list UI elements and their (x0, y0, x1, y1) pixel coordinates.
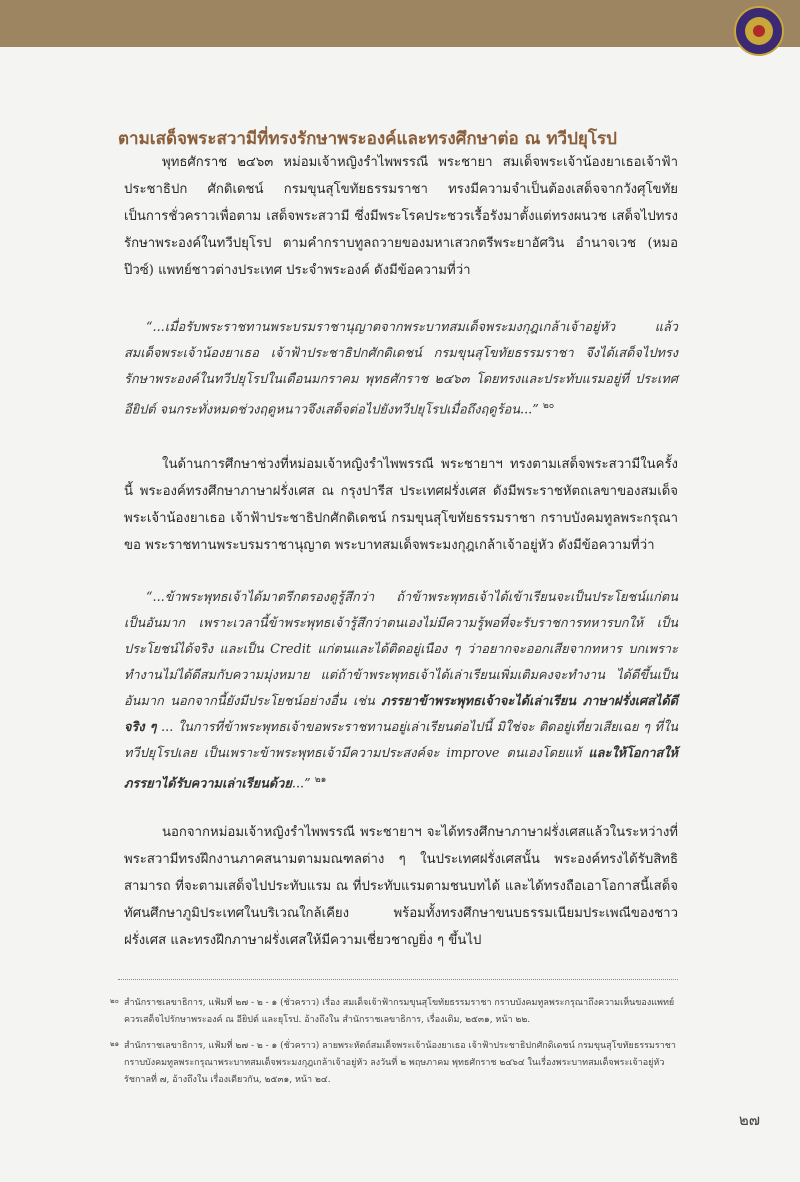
footnote-divider (118, 979, 678, 980)
section-heading: ตามเสด็จพระสวามีที่ทรงรักษาพระองค์และทรงศึกษาต่อ ณ ทวีปยุโรป (118, 129, 617, 149)
footnote-20-text: สำนักราชเลขาธิการ, แฟ้มที่ ๒๗ - ๒ - ๑ (ชั่วคราว) เรื่อง สมเด็จเจ้าฟ้ากรมขุนสุโขทัยธรรมราชา กราบบังคมทูลพระกรุณาถึงความเห็นของแพทย์ ควรเสด็จไปรักษาพระองค์ ณ อียิปต์ และยุโรป. อ้างถึงใน สำนักราชเลขาธิการ, เรื่องเดิม, ๒๕๓๑, หน้า ๒๒. (124, 998, 675, 1025)
footnote-20-number: ๒๐ (110, 997, 119, 1005)
footnote-21-number: ๒๑ (110, 1040, 120, 1048)
paragraph-1: พุทธศักราช ๒๔๖๓ หม่อมเจ้าหญิงรำไพพรรณี พระชายา สมเด็จพระเจ้าน้องยาเธอเจ้าฟ้าประชาธิปก ศักดิเดชน์ กรมขุนสุโขทัยธรรมราชา ทรงมีความจำเป็นต้องเสด็จจากวังศุโขทัย เป็นการชั่วคราวเพื่อตาม เสด็จพระสวามี ซึ่งมีพระโรคประชวรเรื้อรังมาตั้งแต่ทรงผนวช เสด็จไปทรงรักษาพระองค์ในทวีปยุโรป ตามคำกราบทูลถวายของมหาเสวกตรีพระยาอัศวิน อำนาจเวช (หมอป๊วซ์) แพทย์ชาวต่างประเทศ ประจำพระองค์ ดังมีข้อความที่ว่า (124, 155, 678, 278)
footnote-ref-21: ๒๑ (314, 775, 327, 785)
quote-2-text-b: ... ในการที่ข้าพระพุทธเจ้าขอพระราชทานอยู่เล่าเรียนต่อไปนี้ มิใช่จะ ติดอยู่เที่ยวเสียเฉย ๆ ที่ในทวีปยุโรปเลย เป็นเพราะข้าพระพุทธเจ้ามีความประสงค์จะ improve ตนเองโดยแท้ (124, 720, 678, 761)
paragraph-3: นอกจากหม่อมเจ้าหญิงรำไพพรรณี พระชายาฯ จะได้ทรงศึกษาภาษาฝรั่งเศสแล้วในระหว่างที่ พระสวามีทรงฝึกงานภาคสนามตามมณฑลต่าง ๆ ในประเทศฝรั่งเศสนั้น พระองค์ทรงได้รับสิทธิสามารถ ที่จะตามเสด็จไปประทับแรม ณ ที่ประทับแรมตามชนบทได้ และได้ทรงถือเอาโอกาสนี้เสด็จ ทัศนศึกษาภูมิประเทศในบริเวณใกล้เคียง พร้อมทั้งทรงศึกษาขนบธรรมเนียมประเพณีของชาวฝรั่งเศส และทรงฝึกภาษาฝรั่งเศสให้มีความเชี่ยวชาญยิ่ง ๆ ขึ้นไป (124, 825, 678, 948)
footnote-ref-20: ๒๐ (542, 401, 555, 411)
footnote-21-text: สำนักราชเลขาธิการ, แฟ้มที่ ๒๗ - ๒ - ๑ (ชั่วคราว) ลายพระหัตถ์สมเด็จพระเจ้าน้องยาเธอ เจ้าฟ้าประชาธิปกศักดิเดชน์ กรมขุนสุโขทัยธรรมราชา กราบบังคมทูลพระกรุณาพระบาทสมเด็จพระมงกุฎเกล้าเจ้าอยู่หัว ลงวันที่ ๒ พฤษภาคม พุทธศักราช ๒๔๖๔ ในเรื่องพระบาทสมเด็จพระเจ้าอยู่หัวรัชกาลที่ ๗, อ้างถึงใน เรื่องเดียวกัน, ๒๕๓๑, หน้า ๒๔. (124, 1041, 676, 1085)
footnote-21 (110, 1038, 684, 1089)
quote-1 (124, 315, 678, 423)
quote-2-text-a: “...ข้าพระพุทธเจ้าได้มาตรึกตรองดูรู้สึกว่า ถ้าข้าพระพุทธเจ้าได้เข้าเรียนจะเป็นประโยชน์แก่ตน เป็นอันมาก เพราะเวลานี้ข้าพระพุทธเจ้ารู้สึกว่าตนเองไม่มีความรู้พอที่จะรับราชการทหารบกให้ เป็นประโยชน์ได้จริง และเป็น Credit แก่ตนและได้ติดอยู่เนือง ๆ ว่าอยากจะออกเสียจากทหาร บกเพราะทำงานไม่ได้ดีสมกับความมุ่งหมาย แต่ถ้าข้าพระพุทธเจ้าได้เล่าเรียนเพิ่มเติมคงจะทำงาน ได้ดีขึ้นเป็นอันมาก นอกจากนี้ยังมีประโยชน์อย่างอื่น เช่น (124, 590, 678, 709)
quote-1-text: “...เมื่อรับพระราชทานพระบรมราชานุญาตจากพระบาทสมเด็จพระมงกุฎเกล้าเจ้าอยู่หัว แล้ว สมเด็จพระเจ้าน้องยาเธอ เจ้าฟ้าประชาธิปกศักดิเดชน์ กรมขุนสุโขทัยธรรมราชา จึงได้เสด็จไปทรง รักษาพระองค์ในทวีปยุโรปในเดือนมกราคม พุทธศักราช ๒๔๖๓ โดยทรงและประทับแรมอยู่ที่ ประเทศอียิปต์ จนกระทั่งหมดช่วงฤดูหนาวจึงเสด็จต่อไปยังทวีปยุโรปเมื่อถึงฤดูร้อน...” (124, 320, 678, 418)
quote-2-bold-2: และให้โอกาสให้ภรรยาได้รับความเล่าเรียนด้วย (124, 746, 678, 792)
top-header-band (0, 0, 800, 47)
quote-2-bold-1: ภรรยาข้าพระพุทธเจ้าจะได้เล่าเรียน ภาษาฝรั่งเศสได้ดีจริง ๆ (124, 694, 678, 735)
page-number: ๒๗ (738, 1111, 760, 1129)
quote-2 (124, 585, 678, 797)
footnote-20 (110, 995, 684, 1029)
paragraph-2: ในด้านการศึกษาช่วงที่หม่อมเจ้าหญิงรำไพพรรณี พระชายาฯ ทรงตามเสด็จพระสวามีในครั้งนี้ พระองค์ทรงศึกษาภาษาฝรั่งเศส ณ กรุงปารีส ประเทศฝรั่งเศส ดังมีพระราชหัตถเลขาของสมเด็จ พระเจ้าน้องยาเธอ เจ้าฟ้าประชาธิปกศักดิเดชน์ กรมขุนสุโขทัยธรรมราชา กราบบังคมทูลพระกรุณาขอ พระราชทานพระบรมราชานุญาต พระบาทสมเด็จพระมงกุฎเกล้าเจ้าอยู่หัว ดังมีข้อความที่ว่า (124, 457, 678, 553)
quote-2-text-c: ...” (291, 776, 311, 792)
